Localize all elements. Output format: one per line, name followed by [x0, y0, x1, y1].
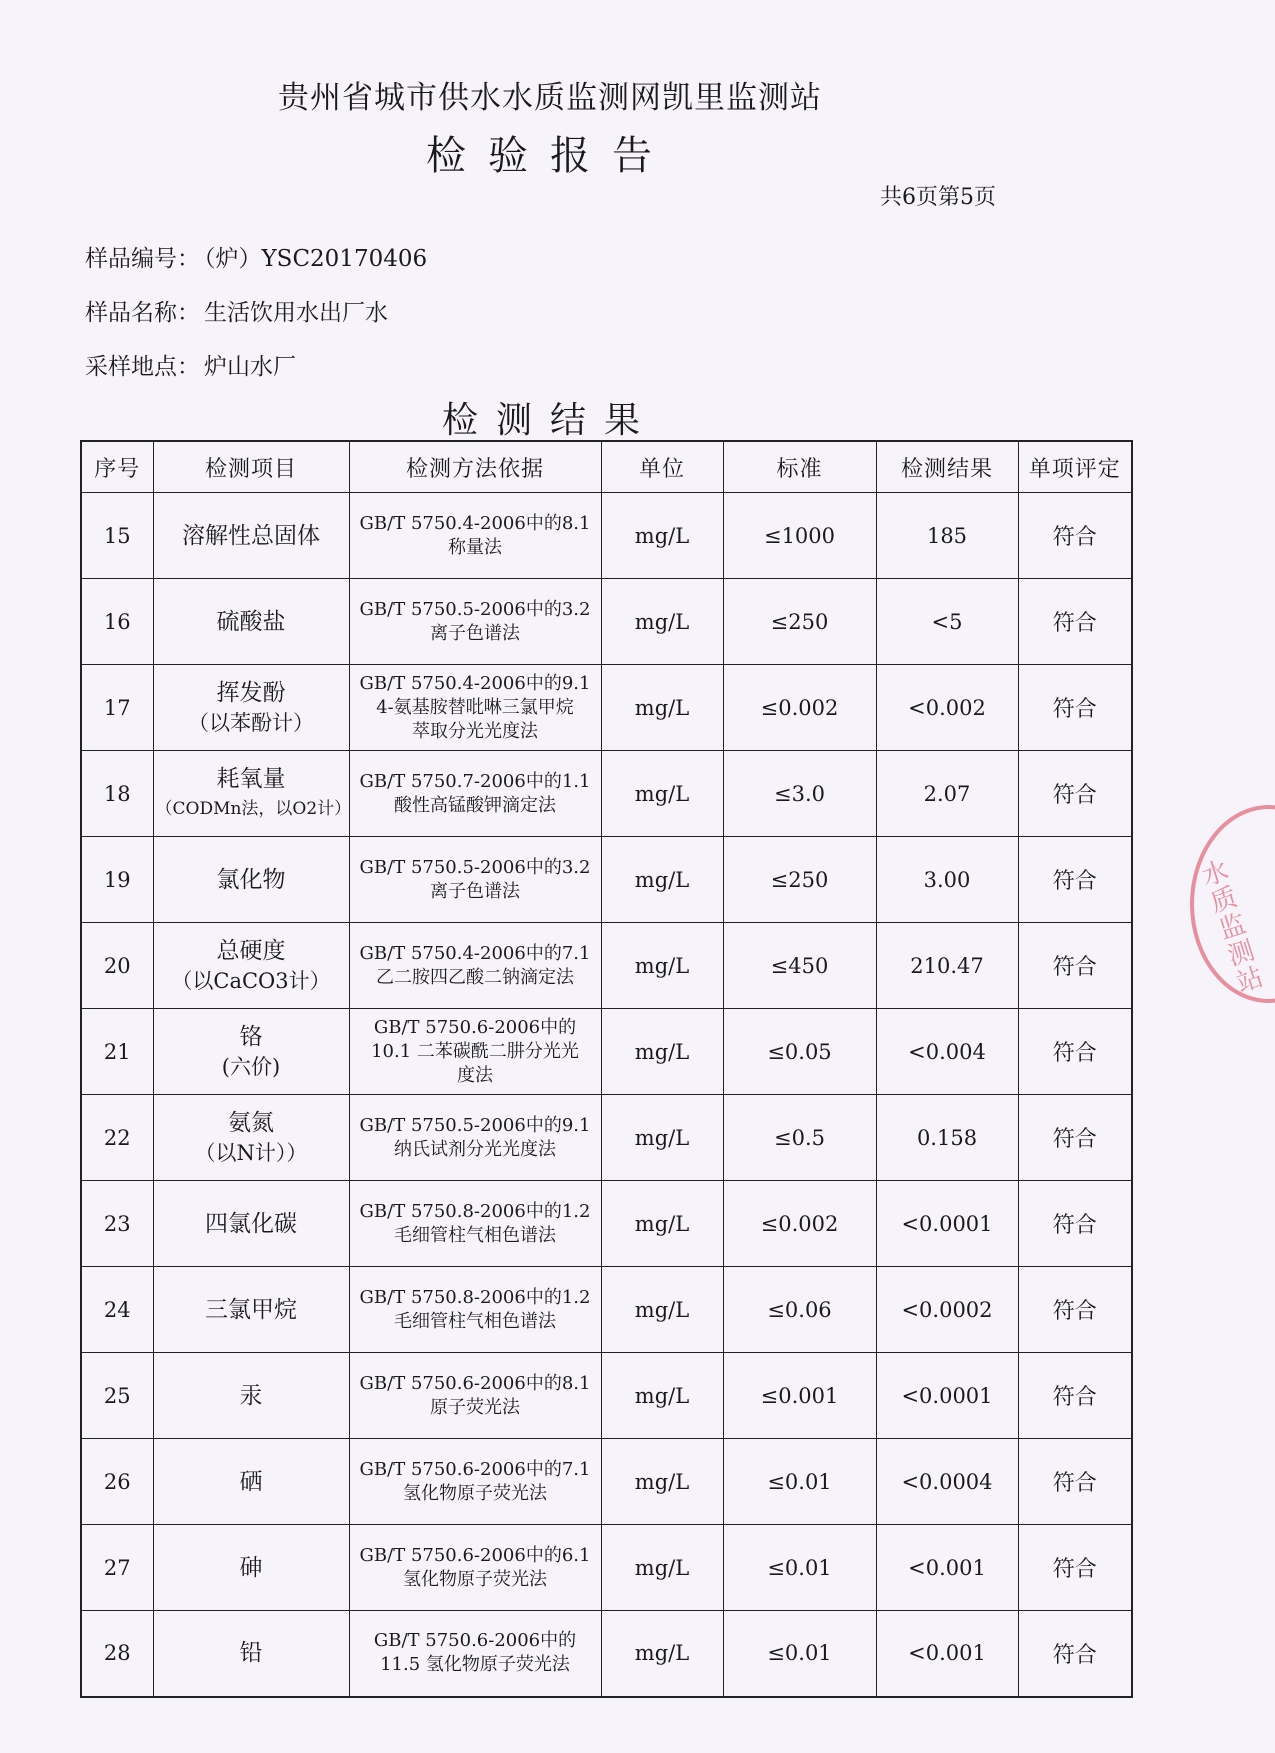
table-row [81, 493, 1132, 579]
header-no: 序号 [81, 441, 153, 493]
row-item [153, 1267, 349, 1353]
header-result: 检测结果 [876, 441, 1018, 493]
row-method [349, 923, 601, 1009]
header-standard: 标准 [723, 441, 876, 493]
row-unit: mg/L [601, 1009, 723, 1095]
row-item [153, 1095, 349, 1181]
row-unit: mg/L [601, 751, 723, 837]
method-line: GB/T 5750.6-2006中的7.1 [359, 1458, 591, 1480]
method-line: 酸性高锰酸钾滴定法 [394, 794, 556, 816]
row-method [349, 1095, 601, 1181]
row-unit: mg/L [601, 923, 723, 1009]
item-name: 硒 [239, 1468, 263, 1495]
row-evaluation: 符合 [1018, 923, 1132, 1009]
table-row [81, 1009, 1132, 1095]
item-name: 汞 [239, 1382, 263, 1409]
row-standard: ≤1000 [723, 493, 876, 579]
row-evaluation: 符合 [1018, 1611, 1132, 1697]
row-result: <0.0001 [876, 1353, 1018, 1439]
sample-location-value: 炉山水厂 [204, 354, 296, 380]
row-number: 24 [81, 1267, 153, 1353]
method-line: GB/T 5750.8-2006中的1.2 [359, 1200, 591, 1222]
row-evaluation: 符合 [1018, 751, 1132, 837]
row-evaluation: 符合 [1018, 1267, 1132, 1353]
header-item: 检测项目 [153, 441, 349, 493]
row-unit: mg/L [601, 1267, 723, 1353]
row-result: <0.004 [876, 1009, 1018, 1095]
method-line: GB/T 5750.5-2006中的9.1 [359, 1114, 591, 1136]
table-row [81, 1353, 1132, 1439]
method-line: 毛细管柱气相色谱法 [394, 1310, 556, 1332]
item-name: 四氯化碳 [205, 1210, 297, 1237]
item-name: 铬 [239, 1023, 263, 1050]
row-standard: ≤0.01 [723, 1439, 876, 1525]
row-number: 28 [81, 1611, 153, 1697]
sample-number-label: 样品编号： [85, 246, 200, 272]
method-line: GB/T 5750.5-2006中的3.2 [359, 856, 591, 878]
row-evaluation: 符合 [1018, 579, 1132, 665]
row-evaluation: 符合 [1018, 493, 1132, 579]
row-evaluation: 符合 [1018, 665, 1132, 751]
row-standard: ≤0.5 [723, 1095, 876, 1181]
row-unit: mg/L [601, 1611, 723, 1697]
row-standard: ≤0.06 [723, 1267, 876, 1353]
row-method [349, 579, 601, 665]
row-number: 21 [81, 1009, 153, 1095]
row-method [349, 1267, 601, 1353]
sample-number-value: （炉）YSC20170406 [204, 246, 428, 272]
table-header-row [81, 441, 1132, 493]
row-item [153, 665, 349, 751]
sample-location-label: 采样地点： [85, 354, 200, 380]
item-name: 氨氮 [228, 1109, 274, 1136]
item-name: 耗氧量 [216, 765, 286, 792]
row-evaluation: 符合 [1018, 1439, 1132, 1525]
row-result: <0.001 [876, 1525, 1018, 1611]
row-unit: mg/L [601, 1525, 723, 1611]
sample-name-label: 样品名称： [85, 300, 200, 326]
header-unit: 单位 [601, 441, 723, 493]
row-standard: ≤250 [723, 837, 876, 923]
row-unit: mg/L [601, 665, 723, 751]
row-unit: mg/L [601, 1095, 723, 1181]
item-name: 硫酸盐 [216, 608, 286, 635]
row-result: 2.07 [876, 751, 1018, 837]
item-subtitle: （以N计）） [194, 1140, 308, 1165]
row-result: <0.0002 [876, 1267, 1018, 1353]
row-item [153, 1009, 349, 1095]
method-line: 乙二胺四乙酸二钠滴定法 [376, 966, 574, 988]
row-unit: mg/L [601, 1353, 723, 1439]
table-row [81, 751, 1132, 837]
method-line: 氢化物原子荧光法 [403, 1482, 547, 1504]
row-method [349, 837, 601, 923]
row-result: 0.158 [876, 1095, 1018, 1181]
sample-location-line [85, 348, 296, 381]
method-line: GB/T 5750.7-2006中的1.1 [359, 770, 591, 792]
seal-text: 水质监测站 [1194, 855, 1266, 999]
results-title: 检测结果 [441, 400, 658, 441]
row-unit: mg/L [601, 1439, 723, 1525]
row-standard: ≤3.0 [723, 751, 876, 837]
table-row [81, 1439, 1132, 1525]
item-name: 总硬度 [216, 937, 286, 964]
method-line: GB/T 5750.4-2006中的8.1 [359, 512, 591, 534]
row-item [153, 1353, 349, 1439]
row-method [349, 1525, 601, 1611]
row-item [153, 1525, 349, 1611]
official-seal [1190, 805, 1275, 1003]
item-name: 铅 [239, 1640, 263, 1667]
method-line: GB/T 5750.6-2006中的8.1 [359, 1372, 591, 1394]
row-method [349, 665, 601, 751]
results-table [80, 440, 1133, 1698]
method-line: GB/T 5750.6-2006中的 [373, 1016, 577, 1038]
method-line: 纳氏试剂分光光度法 [394, 1138, 556, 1160]
page-info: 共6页第5页 [880, 185, 996, 210]
row-standard: ≤0.001 [723, 1353, 876, 1439]
item-name: 三氯甲烷 [205, 1296, 297, 1323]
row-result: <0.0001 [876, 1181, 1018, 1267]
method-line: GB/T 5750.4-2006中的7.1 [359, 942, 591, 964]
organization-name: 贵州省城市供水水质监测网凯里监测站 [278, 80, 822, 116]
method-line: 氢化物原子荧光法 [403, 1568, 547, 1590]
table-row [81, 579, 1132, 665]
row-number: 25 [81, 1353, 153, 1439]
item-name: 挥发酚 [216, 679, 286, 706]
table-row [81, 1095, 1132, 1181]
row-result: 185 [876, 493, 1018, 579]
sample-name-value: 生活饮用水出厂水 [204, 300, 388, 326]
row-number: 20 [81, 923, 153, 1009]
table-body [81, 493, 1132, 1697]
row-method [349, 1439, 601, 1525]
row-number: 26 [81, 1439, 153, 1525]
row-item [153, 579, 349, 665]
item-subtitle: (六价) [221, 1054, 281, 1079]
table-row [81, 1611, 1132, 1697]
row-evaluation: 符合 [1018, 1525, 1132, 1611]
row-method [349, 1181, 601, 1267]
row-method [349, 751, 601, 837]
method-line: 原子荧光法 [430, 1396, 520, 1418]
method-line: 度法 [457, 1064, 493, 1086]
row-number: 15 [81, 493, 153, 579]
row-item [153, 1439, 349, 1525]
table-row [81, 665, 1132, 751]
row-standard: ≤0.002 [723, 665, 876, 751]
row-item [153, 1181, 349, 1267]
row-result: <0.001 [876, 1611, 1018, 1697]
sample-number-line [85, 240, 427, 273]
method-line: 10.1 二苯碳酰二肼分光光 [371, 1040, 579, 1062]
row-evaluation: 符合 [1018, 1353, 1132, 1439]
row-standard: ≤0.01 [723, 1611, 876, 1697]
row-standard: ≤0.01 [723, 1525, 876, 1611]
method-line: 毛细管柱气相色谱法 [394, 1224, 556, 1246]
row-item [153, 837, 349, 923]
row-item [153, 1611, 349, 1697]
method-line: 称量法 [448, 536, 502, 558]
item-subtitle: （以CaCO3计） [171, 968, 331, 993]
row-result: <0.002 [876, 665, 1018, 751]
row-method [349, 1611, 601, 1697]
item-name: 砷 [239, 1554, 263, 1581]
row-number: 16 [81, 579, 153, 665]
method-line: GB/T 5750.5-2006中的3.2 [359, 598, 591, 620]
method-line: 4-氨基胺替吡啉三氯甲烷 [376, 696, 574, 718]
method-line: 离子色谱法 [430, 880, 520, 902]
row-evaluation: 符合 [1018, 1095, 1132, 1181]
row-result: <0.0004 [876, 1439, 1018, 1525]
method-line: GB/T 5750.6-2006中的 [373, 1630, 577, 1652]
row-item [153, 751, 352, 837]
row-result: 210.47 [876, 923, 1018, 1009]
row-number: 17 [81, 665, 153, 751]
row-number: 23 [81, 1181, 153, 1267]
table-row [81, 1525, 1132, 1611]
sample-name-line [85, 294, 388, 327]
row-unit: mg/L [601, 493, 723, 579]
row-method [349, 493, 601, 579]
method-line: GB/T 5750.6-2006中的6.1 [359, 1544, 591, 1566]
row-standard: ≤0.05 [723, 1009, 876, 1095]
table-row [81, 923, 1132, 1009]
row-number: 19 [81, 837, 153, 923]
row-evaluation: 符合 [1018, 837, 1132, 923]
row-evaluation: 符合 [1018, 1009, 1132, 1095]
row-unit: mg/L [601, 1181, 723, 1267]
row-item [153, 923, 349, 1009]
report-title: 检验报告 [426, 133, 674, 179]
item-name: 氯化物 [216, 866, 286, 893]
row-result: 3.00 [876, 837, 1018, 923]
item-subtitle: （CODMn法，以O2计） [155, 798, 352, 819]
row-evaluation: 符合 [1018, 1181, 1132, 1267]
item-subtitle: （以苯酚计） [188, 710, 314, 735]
method-line: 离子色谱法 [430, 622, 520, 644]
row-number: 27 [81, 1525, 153, 1611]
method-line: GB/T 5750.8-2006中的1.2 [359, 1286, 591, 1308]
row-number: 22 [81, 1095, 153, 1181]
row-standard: ≤250 [723, 579, 876, 665]
row-item [153, 493, 349, 579]
table-row [81, 1267, 1132, 1353]
method-line: GB/T 5750.4-2006中的9.1 [359, 672, 591, 694]
row-standard: ≤450 [723, 923, 876, 1009]
method-line: 11.5 氢化物原子荧光法 [380, 1654, 570, 1676]
row-method [349, 1009, 601, 1095]
table-row [81, 837, 1132, 923]
row-unit: mg/L [601, 579, 723, 665]
row-standard: ≤0.002 [723, 1181, 876, 1267]
row-method [349, 1353, 601, 1439]
method-line: 萃取分光光度法 [412, 720, 538, 742]
row-result: <5 [876, 579, 1018, 665]
item-name: 溶解性总固体 [182, 522, 320, 549]
row-unit: mg/L [601, 837, 723, 923]
header-evaluation: 单项评定 [1018, 441, 1132, 493]
row-number: 18 [81, 751, 153, 837]
table-row [81, 1181, 1132, 1267]
header-method: 检测方法依据 [349, 441, 601, 493]
